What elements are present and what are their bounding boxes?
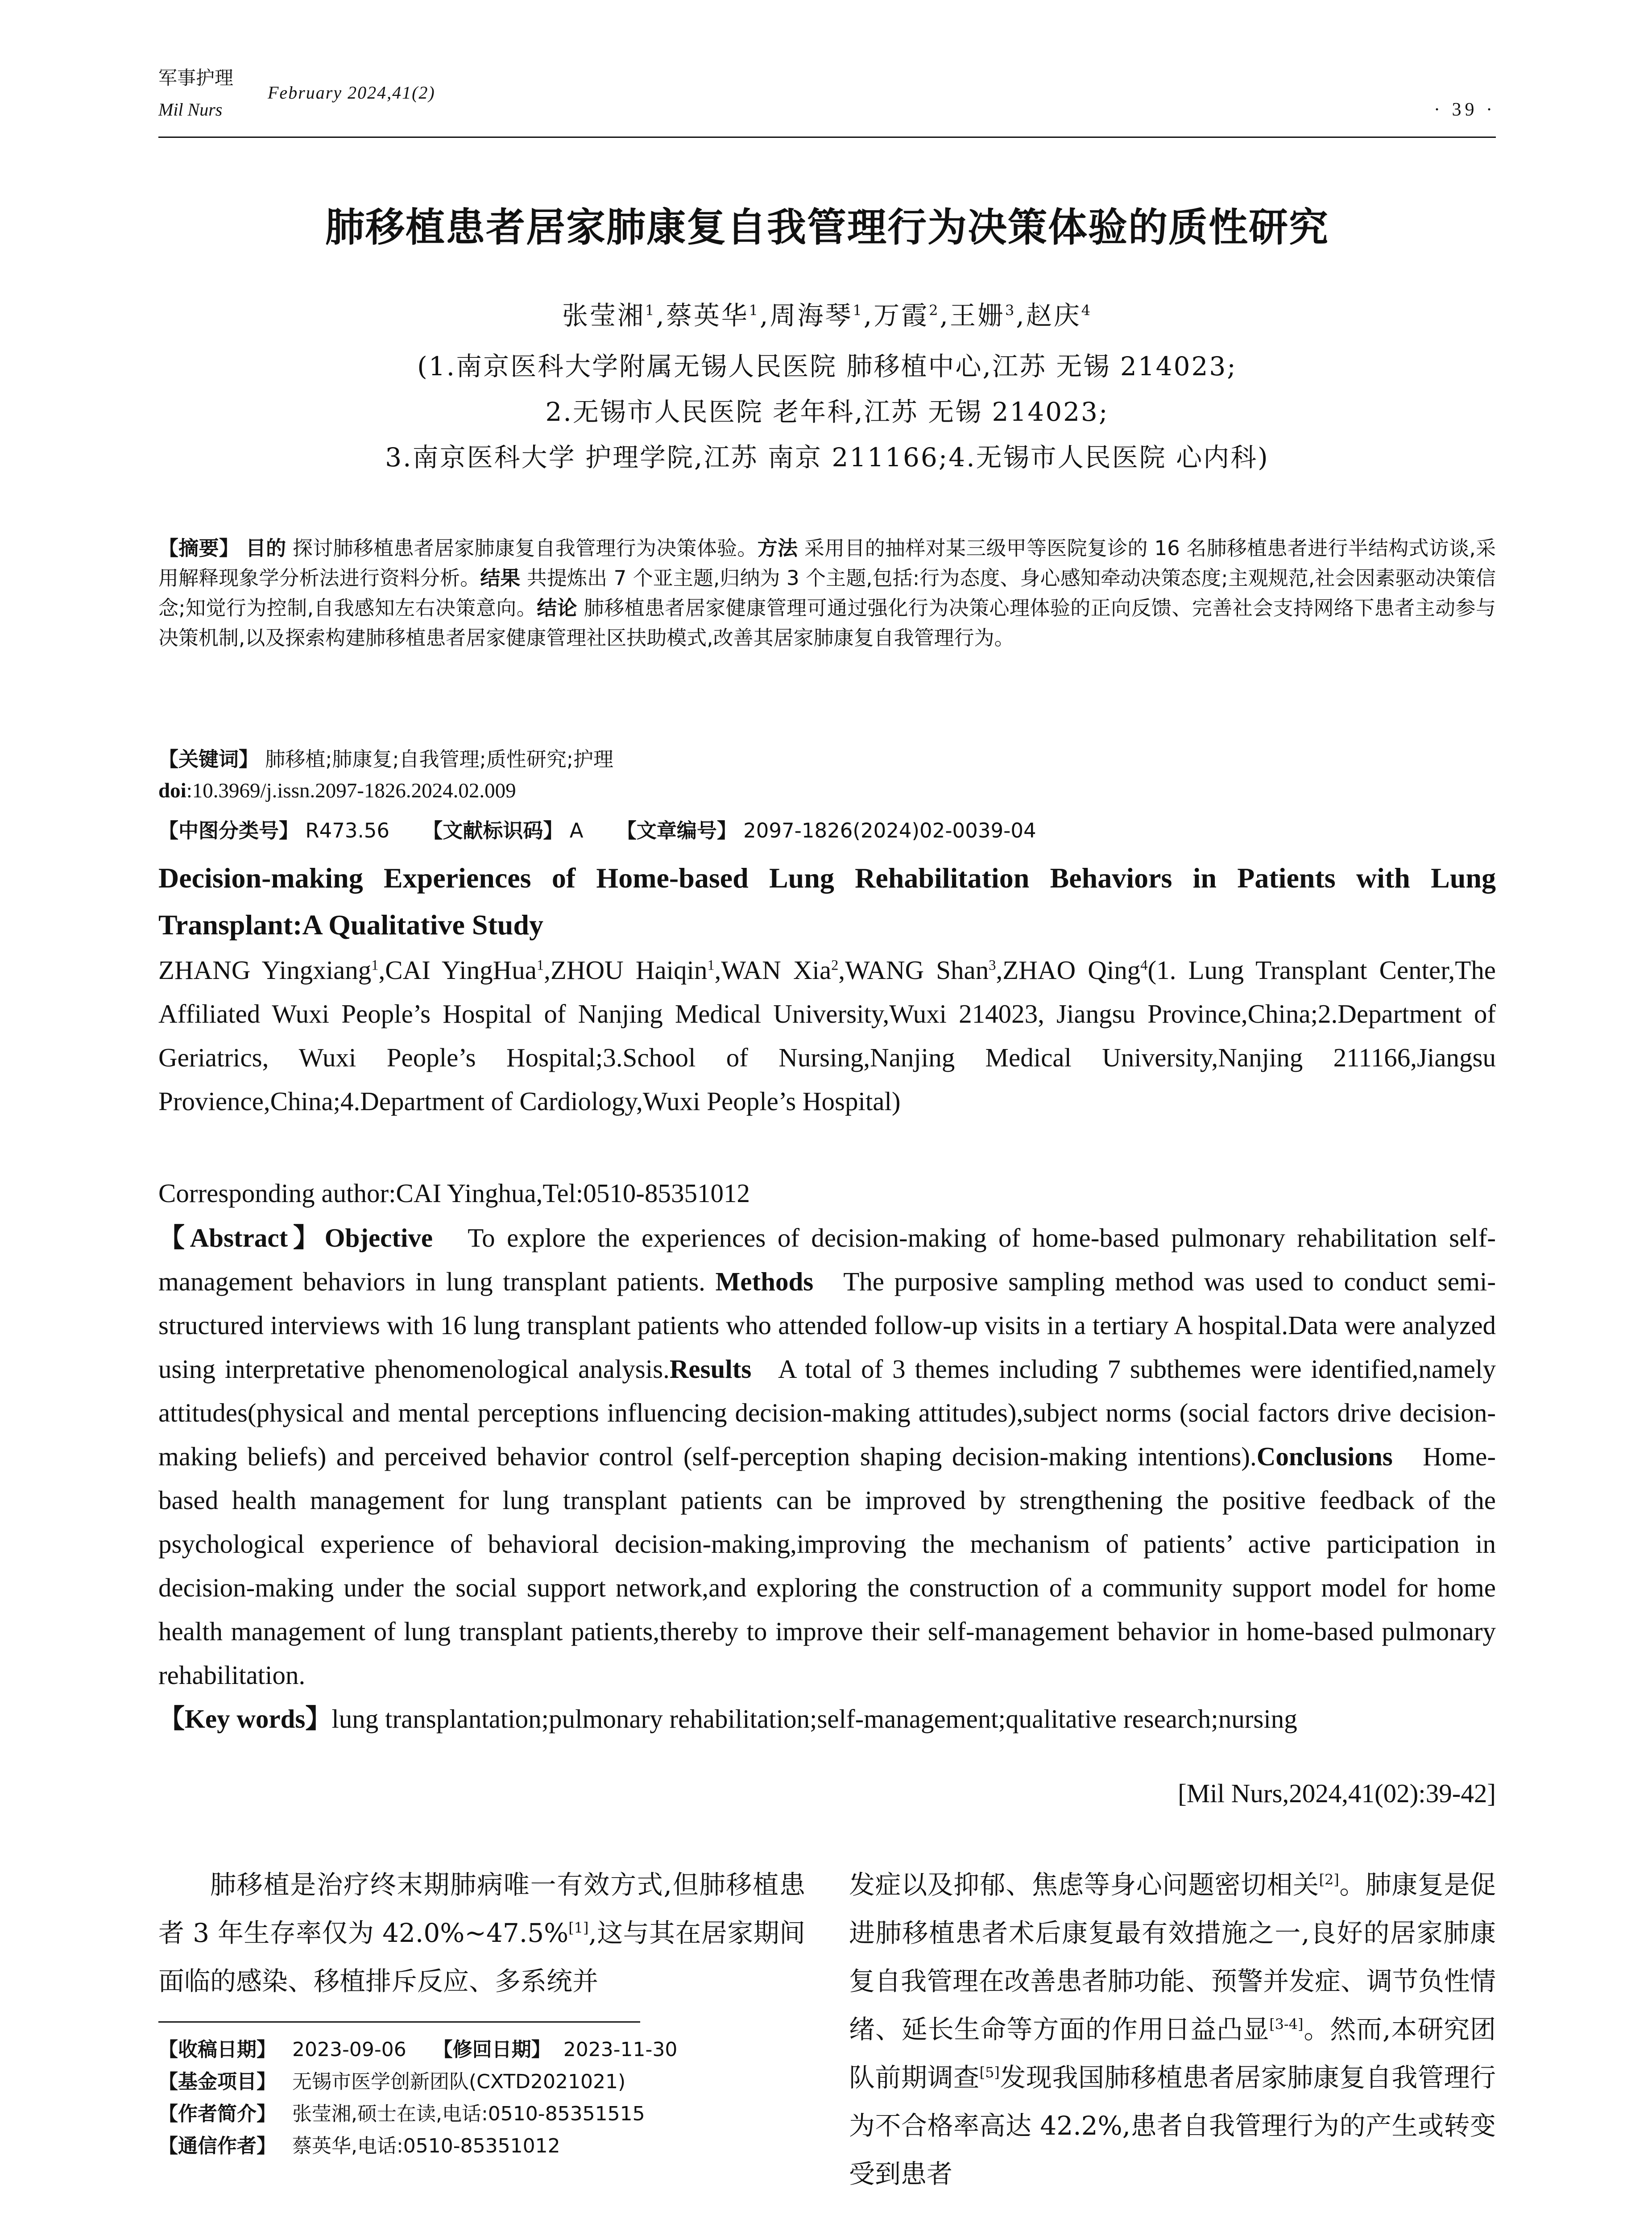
classification-line: 【中图分类号】 R473.56 【文献标识码】 A 【文章编号】 2097-1826(2024)02-0039-04: [158, 819, 1036, 842]
author: 王姗$^3$: [949, 300, 1016, 331]
header-rule: [158, 137, 1496, 138]
journal-name-cn: 军事护理: [158, 67, 234, 89]
author: 赵庆$^4$: [1026, 300, 1093, 331]
body-left-column: 肺移植是治疗终末期肺病唯一有效方式,但肺移植患者 3 年生存率仅为 42.0%~47.5%[1],这与其在居家期间面临的感染、移植排斥反应、多系统并: [158, 1870, 805, 1996]
author: 周海琴$^1$: [770, 300, 864, 331]
issue-date: February 2024,41(2): [268, 83, 435, 103]
footnote-corresponding: 【通信作者】 蔡英华,电话:0510-85351012: [158, 2135, 560, 2157]
corresponding-author: Corresponding author:CAI Yinghua,Tel:0510-85351012: [158, 1178, 750, 1208]
footnote-fund: 【基金项目】 无锡市医学创新团队(CXTD2021021): [158, 2070, 626, 2093]
footnote-author: 【作者简介】 张莹湘,硕士在读,电话:0510-85351515: [158, 2102, 645, 2125]
affiliation-line: 3.南京医科大学 护理学院,江苏 南京 211166;4.无锡市人民医院 心内科): [385, 442, 1269, 473]
doi: doi:10.3969/j.issn.2097-1826.2024.02.009: [158, 779, 516, 802]
author: 蔡英华$^1$: [666, 300, 760, 331]
affiliations: [158, 344, 1496, 480]
body-right-column: 发症以及抑郁、焦虑等身心问题密切相关[2]。肺康复是促进肺移植患者术后康复最有效措施之一,良好的居家肺康复自我管理在改善患者肺功能、预警并发症、调节负性情绪、延长生命等方面的作用日益凸显[3-4]。然而,本研究团队前期调查[5]发现我国肺移植患者居家肺康复自我管理行为不合格率高达 42.2%,患者自我管理行为的产生或转变受到患者: [849, 1870, 1496, 2189]
journal-name-en: Mil Nurs: [158, 100, 223, 120]
author: 张莹湘$^1$: [562, 300, 656, 331]
article-title: 肺移植患者居家肺康复自我管理行为决策体验的质性研究: [325, 204, 1329, 250]
footnote-rule: [158, 2021, 640, 2023]
affiliation-line: (1.南京医科大学附属无锡人民医院 肺移植中心,江苏 无锡 214023;: [417, 351, 1237, 382]
en-title: Decision-making Experiences of Home-based Lung Rehabilitation Behaviors in Patients with Lung Transplant:A Qualitative Study: [158, 862, 1496, 941]
affiliation-line: 2.无锡市人民医院 老年科,江苏 无锡 214023;: [545, 397, 1109, 427]
en-abstract: 【Abstract】Objective To explore the experiences of decision-making of home-based pulmonary rehabilitation self-management behaviors in lung transplant patients. Methods The purposive sampling method was used to conduct semi-structured interviews with 16 lung transplant patients who attended follow-up visits in a tertiary A hospital.Data were analyzed using interpretative phenomenological analysis.Results A total of 3 themes including 7 subthemes were identified,namely attitudes(physical and mental perceptions influencing decision-making attitudes),subject norms (social factors drive decision-making beliefs) and perceived behavior control (self-perception shaping decision-making intentions).Conclusions Home-based health management for lung transplant patients can be improved by strengthening the positive feedback of the psychological experience of behavioral decision-making,improving the mechanism of patients’ active participation in decision-making under the social support network,and exploring the construction of a community support model for home health management of lung transplant patients,thereby to improve their self-management behavior in home-based pulmonary rehabilitation. 【Key words】lung transplantation;pulmonary rehabilitation;self-management;qualitative research;nursing: [158, 1223, 1496, 1733]
author-list: 张莹湘$^1$,蔡英华$^1$,周海琴$^1$,万霞$^2$,王姗$^3$,赵庆$^4$: [562, 300, 1093, 331]
en-author-block: ZHANG Yingxiang$^1$,CAI YingHua$^1$,ZHOU Haiqin$^1$,WAN Xia$^2$,WANG Shan$^3$,ZHAO Qing$^4$(1. Lung Transplant Center,The Affiliated Wuxi People’s Hospital of Nanjing Medical University,Wuxi 214023, Jiangsu Province,China;2.Department of Geriatrics, Wuxi People’s Hospital;3.School of Nursing,Nanjing Medical University,Nanjing 211166,Jiangsu Provience,China;4.Department of Cardiology,Wuxi People’s Hospital): [158, 955, 1496, 1116]
cn-keywords: 【关键词】 肺移植;肺康复;自我管理;质性研究;护理: [158, 747, 613, 771]
page-number: · 39 ·: [1434, 100, 1496, 120]
author: 万霞$^2$: [874, 300, 940, 331]
citation: [Mil Nurs,2024,41(02):39-42]: [1178, 1779, 1496, 1808]
footnotes: [158, 2034, 677, 2162]
footnote-dates: 【收稿日期】 2023-09-06 【修回日期】 2023-11-30: [158, 2038, 678, 2061]
cn-abstract: 【摘要】 目的 探讨肺移植患者居家肺康复自我管理行为决策体验。方法 采用目的抽样对某三级甲等医院复诊的 16 名肺移植患者进行半结构式访谈,采用解释现象学分析法进行资料分析。结果 共提炼出 7 个亚主题,归纳为 3 个主题,包括:行为态度、身心感知牵动决策态度;主观规范,社会因素驱动决策信念;知觉行为控制,自我感知左右决策意向。结论 肺移植患者居家健康管理可通过强化行为决策心理体验的正向反馈、完善社会支持网络下患者主动参与决策机制,以及探索构建肺移植患者居家健康管理社区扶助模式,改善其居家肺康复自我管理行为。: [158, 536, 1496, 650]
